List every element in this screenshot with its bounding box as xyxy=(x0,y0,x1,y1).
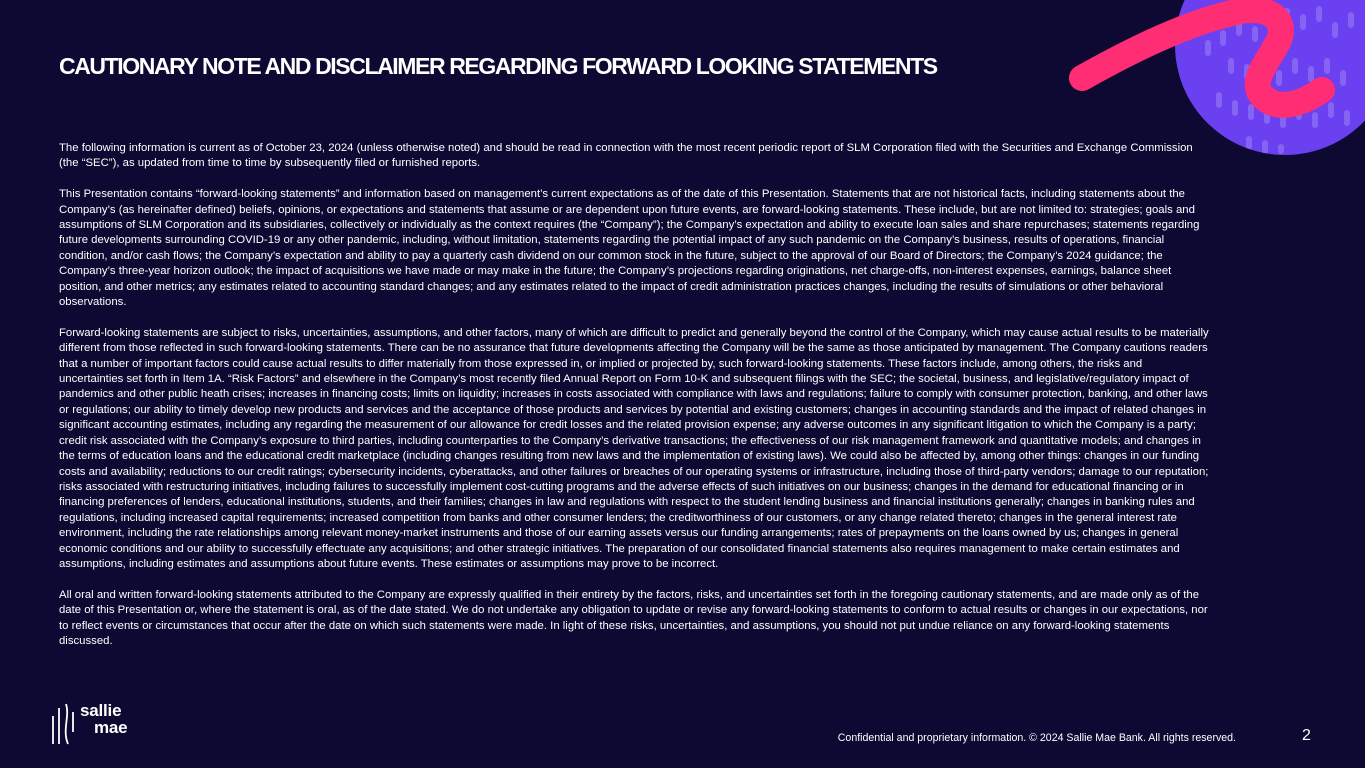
sallie-mae-logo xyxy=(50,702,170,748)
logo-word-mae: mae xyxy=(94,718,128,737)
paragraph-risk-factors: Forward-looking statements are subject to risks, uncertainties, assumptions, and other factors, many of which are difficult to predict and generally beyond the control of the Company, which may cause actual results to be materially different from those reflected in such forward-looking statements. There can be no assurance that future developments affecting the Company will be the same as those anticipated by management. The Company cautions readers that a number of important factors could cause actual results to differ materially from those expressed in, or implied or projected by, such forward-looking statements. These factors include, among others, the risks and uncertainties set forth in Item 1A. “Risk Factors” and elsewhere in the Company’s most recently filed Annual Report on Form 10-K and subsequent filings with the SEC; the societal, business, and legislative/regulatory impact of pandemics and other public heath crises; increases in financing costs; limits on liquidity; increases in costs associated with compliance with laws and regulations; failure to comply with consumer protection, banking, and other laws or regulations; our ability to timely develop new products and services and the acceptance of those products and services by potential and existing customers; changes in accounting standards and the impact of related changes in significant accounting estimates, including any regarding the measurement of our allowance for credit losses and the related provision expense; any adverse outcomes in any significant litigation to which the Company is a party; credit risk associated with the Company’s exposure to third parties, including counterparties to the Company’s derivative transactions; the effectiveness of our risk management framework and quantitative models; and changes in the terms of education loans and the educational credit marketplace (including changes resulting from new laws and the implementation of existing laws). We could also be affected by, among other things: changes in our funding costs and availability; reductions to our credit ratings; cybersecurity incidents, cyberattacks, and other failures or breaches of our operating systems or infrastructure, including those of third-party vendors; damage to our reputation; risks associated with restructuring initiatives, including failures to successfully implement cost-cutting programs and the adverse effects of such initiatives on our business; changes in the demand for educational financing or in financing preferences of lenders, educational institutions, students, and their families; changes in law and regulations with respect to the student lending business and financial institutions generally; changes in banking rules and regulations, including increased capital requirements; increased competition from banks and other consumer lenders; the creditworthiness of our customers, or any change related thereto; changes in the general interest rate environment, including the rate relationships among relevant money-market instruments and those of our earning assets versus our funding arrangements; rates of prepayments on the loans owned by us; changes in general economic conditions and our ability to successfully effectuate any acquisitions; and other strategic initiatives. The preparation of our consolidated financial statements also requires management to make certain estimates and assumptions, including estimates and assumptions about future events. These estimates or assumptions may prove to be incorrect. xyxy=(59,326,1209,570)
logo-mark-icon xyxy=(50,702,78,746)
page-number: 2 xyxy=(1302,727,1311,744)
paragraph-forward-looking: This Presentation contains “forward-looking statements” and information based on management’s current expectations as of the date of this Presentation. Statements that are not historical facts, including statements about the Company’s (as hereinafter defined) beliefs, opinions, or expectations and statements that assume or are dependent upon future events, are forward-looking statements. These include, but are not limited to: strategies; goals and assumptions of SLM Corporation and its subsidiaries, collectively or individually as the context requires (the “Company”); the Company’s expectation and ability to execute loan sales and share repurchases; statements regarding future developments surrounding COVID-19 or any other pandemic, including, without limitation, statements regarding the potential impact of any such pandemic on the Company’s business, results of operations, financial condition, and/or cash flows; the Company’s expectation and ability to pay a quarterly cash dividend on our common stock in the future, subject to the approval of our Board of Directors; the Company’s 2024 guidance; the Company’s three-year horizon outlook; the impact of acquisitions we have made or may make in the future; the Company’s projections regarding originations, net charge-offs, non-interest expenses, earnings, balance sheet position, and other metrics; any estimates related to accounting standard changes; and any estimates related to the impact of credit administration practices changes, including the results of simulations or other behavioral observations. xyxy=(59,188,1200,309)
logo-word-sallie: sallie xyxy=(80,701,122,720)
confidential-notice: Confidential and proprietary information. © 2024 Sallie Mae Bank. All rights reserved. xyxy=(837,732,1236,744)
slide-title: CAUTIONARY NOTE AND DISCLAIMER REGARDING FORWARD LOOKING STATEMENTS xyxy=(59,53,937,79)
paragraph-qualification: All oral and written forward-looking statements attributed to the Company are expressly qualified in their entirety by the factors, risks, and uncertainties set forth in the foregoing cautionary statements, and are made only as of the date of this Presentation or, where the statement is oral, as of the date stated. We do not undertake any obligation to update or revise any forward-looking statements to conform to actual results or changes in our expectations, nor to reflect events or circumstances that occur after the date on which such statements were made. In light of these risks, uncertainties, and assumptions, you should not put undue reliance on any forward-looking statements discussed. xyxy=(59,588,1208,647)
disclaimer-body xyxy=(59,141,1209,665)
paragraph-intro: The following information is current as of October 23, 2024 (unless otherwise noted) and should be read in connection with the most recent periodic report of SLM Corporation filed with the Securities and Exchange Commission (the “SEC”), as updated from time to time by subsequently filed or furnished reports. xyxy=(59,142,1193,170)
logo-wordmark xyxy=(80,702,127,736)
